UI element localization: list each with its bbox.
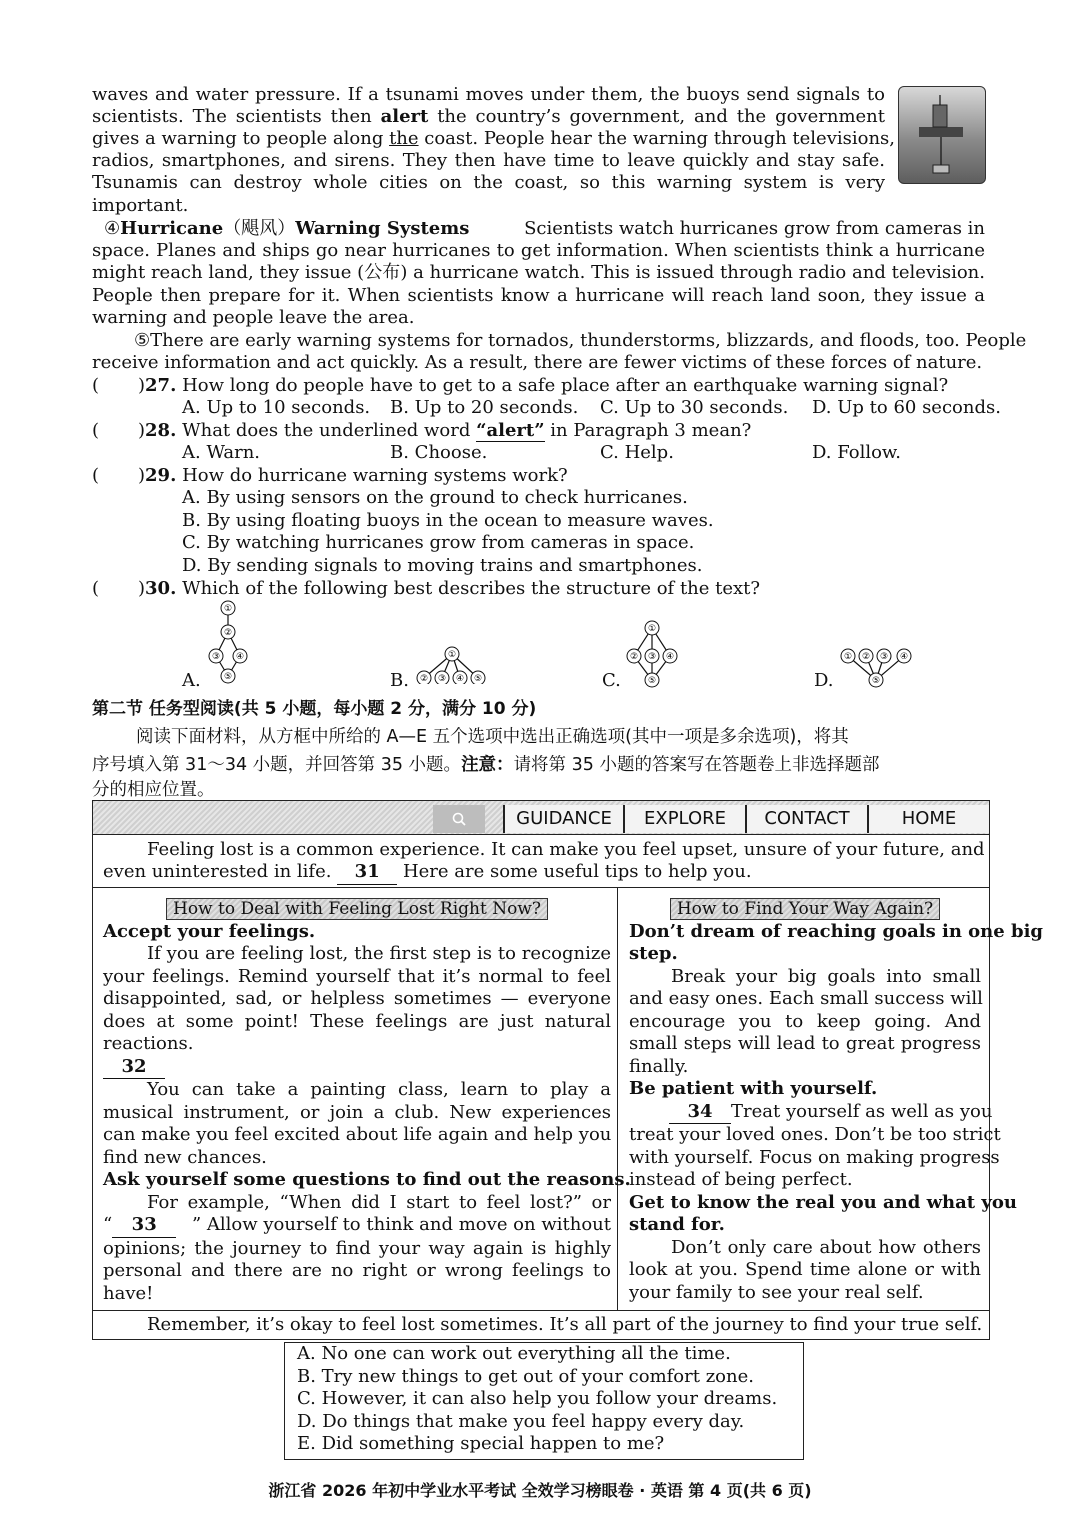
structure-diagram-c bbox=[620, 618, 684, 688]
svg-text:②: ② bbox=[223, 628, 233, 638]
diagram-b-node-2 bbox=[417, 671, 431, 684]
diagram-d-node-3 bbox=[877, 649, 891, 663]
svg-text:③: ③ bbox=[647, 652, 657, 662]
p3-line-4: radios, smartphones, and sirens. They then have time to leave quickly and stay safe. bbox=[92, 150, 885, 171]
right-text-8: with yourself. Focus on making progress bbox=[629, 1146, 1000, 1168]
nav-home[interactable]: HOME bbox=[867, 805, 989, 833]
left-heading-1: Accept your feelings. bbox=[103, 920, 316, 942]
q28-option-b: B. Choose. bbox=[390, 442, 488, 463]
q28-option-a: A. Warn. bbox=[182, 442, 261, 463]
p3-line-3: gives a warning to people along the coast. People hear the warning through televisions, bbox=[92, 128, 896, 149]
section2-title: 第二节 任务型阅读(共 5 小题，每小题 2 分，满分 10 分) bbox=[92, 699, 537, 719]
right-text-12: your family to see your real self. bbox=[629, 1281, 924, 1303]
right-heading-1b: step. bbox=[629, 943, 678, 964]
right-column bbox=[629, 898, 1043, 1304]
blank-32[interactable]: 32 bbox=[103, 1056, 165, 1080]
structure-diagram-d bbox=[836, 644, 920, 690]
left-text-2: your feelings. Remind yourself that it’s normal to feel bbox=[103, 965, 611, 987]
intro-line-2: even uninterested in life. 31 Here are some useful tips to help you. bbox=[103, 861, 752, 885]
svg-text:⑤: ⑤ bbox=[223, 672, 233, 682]
left-text-12: opinions; the journey to find your way again is highly bbox=[103, 1237, 611, 1259]
svg-text:④: ④ bbox=[455, 674, 465, 684]
diagram-c-node-5 bbox=[645, 673, 659, 687]
closing-box bbox=[92, 1310, 990, 1340]
option-d: D. Do things that make you feel happy every day. bbox=[297, 1410, 745, 1432]
right-text-11: look at you. Spend time alone or with bbox=[629, 1259, 981, 1280]
right-heading-1: Don’t dream of reaching goals in one big bbox=[629, 920, 1043, 942]
site-nav-bar bbox=[92, 800, 990, 835]
diagram-b-node-3 bbox=[435, 671, 449, 684]
svg-text:③: ③ bbox=[211, 652, 221, 662]
right-heading-3b: stand for. bbox=[629, 1214, 725, 1235]
svg-text:①: ① bbox=[843, 652, 853, 662]
diagram-a-node-1 bbox=[221, 601, 235, 615]
q30-option-d: D. bbox=[814, 670, 834, 691]
svg-text:④: ④ bbox=[235, 652, 245, 662]
p4-line-3: might reach land, they issue (公布) a hurricane watch. This is issued through radio and television. bbox=[92, 262, 985, 283]
left-text-10: For example, “When did I start to feel lost?” or bbox=[147, 1191, 611, 1213]
intro-box bbox=[92, 834, 990, 888]
right-text-9: instead of being perfect. bbox=[629, 1169, 853, 1190]
nav-explore[interactable]: EXPLORE bbox=[623, 805, 745, 833]
q29-paren-open[interactable]: ( bbox=[92, 465, 100, 486]
p4-line-1: ④Hurricane（飓风）Warning Systems Scientists watch hurricanes grow from cameras in bbox=[104, 218, 985, 239]
nav-guidance[interactable]: GUIDANCE bbox=[503, 805, 623, 833]
option-c: C. However, it can also help you follow your dreams. bbox=[297, 1388, 778, 1409]
svg-text:②: ② bbox=[419, 674, 429, 684]
svg-text:⑤: ⑤ bbox=[871, 676, 881, 686]
blank-34[interactable]: 34 bbox=[669, 1101, 731, 1125]
right-text-10: Don’t only care about how others bbox=[671, 1236, 981, 1258]
q29-option-d: D. By sending signals to moving trains and smartphones. bbox=[182, 555, 703, 576]
q29-option-b: B. By using floating buoys in the ocean to measure waves. bbox=[182, 510, 714, 531]
q29-option-a: A. By using sensors on the ground to check hurricanes. bbox=[182, 487, 688, 508]
q27-option-c: C. Up to 30 seconds. bbox=[600, 397, 789, 418]
svg-text:③: ③ bbox=[879, 652, 889, 662]
diagram-c-node-4 bbox=[663, 649, 677, 663]
q30-option-c: C. bbox=[602, 670, 621, 691]
right-text-4: small steps will lead to great progress bbox=[629, 1033, 981, 1054]
left-text-8: can make you feel excited about life again and help you bbox=[103, 1124, 612, 1145]
right-heading-3: Get to know the real you and what you bbox=[629, 1191, 1017, 1213]
left-text-1: If you are feeling lost, the first step is to recognize bbox=[147, 943, 611, 964]
left-text-6: You can take a painting class, learn to play a bbox=[147, 1079, 611, 1100]
option-a: A. No one can work out everything all the time. bbox=[297, 1343, 731, 1364]
q27-option-a: A. Up to 10 seconds. bbox=[182, 397, 371, 418]
structure-diagram-b bbox=[412, 640, 492, 684]
p3-line-2: scientists. The scientists then alert the country’s government, and the government bbox=[92, 106, 885, 127]
search-icon bbox=[451, 811, 467, 827]
q30-stem: )30. Which of the following best describes the structure of the text? bbox=[138, 578, 761, 599]
diagram-a-node-2 bbox=[221, 625, 235, 639]
svg-text:④: ④ bbox=[899, 652, 909, 662]
q28-paren-open[interactable]: ( bbox=[92, 420, 100, 441]
intro-line-1: Feeling lost is a common experience. It can make you feel upset, unsure of your future, and bbox=[147, 839, 985, 860]
diagram-d-node-4 bbox=[897, 649, 911, 663]
left-text-5: reactions. bbox=[103, 1033, 194, 1054]
left-text-13: personal and there are no right or wrong feelings to bbox=[103, 1260, 611, 1281]
q30-option-b: B. bbox=[390, 670, 409, 691]
left-text-9: find new chances. bbox=[103, 1146, 267, 1168]
right-text-5: finally. bbox=[629, 1055, 689, 1077]
p3-line-6: important. bbox=[92, 195, 189, 216]
p3-line-1: waves and water pressure. If a tsunami moves under them, the buoys send signals to bbox=[92, 84, 885, 105]
diagram-b-node-4 bbox=[453, 671, 467, 684]
p4-line-2: space. Planes and ships go near hurricanes to get information. When scientists think a hurricane bbox=[92, 240, 985, 261]
left-column-header: How to Deal with Feeling Lost Right Now? bbox=[166, 898, 548, 920]
option-b: B. Try new things to get out of your comfort zone. bbox=[297, 1365, 754, 1387]
svg-text:②: ② bbox=[861, 652, 871, 662]
q27-option-b: B. Up to 20 seconds. bbox=[390, 397, 579, 418]
right-text-7: treat your loved ones. Don’t be too strict bbox=[629, 1124, 1001, 1145]
closing-text: Remember, it’s okay to feel lost sometimes. It’s all part of the journey to find your true self. bbox=[147, 1314, 983, 1335]
right-text-3: encourage you to keep going. And bbox=[629, 1010, 981, 1032]
svg-text:⑤: ⑤ bbox=[647, 676, 657, 686]
q30-option-a: A. bbox=[182, 670, 201, 691]
right-heading-2: Be patient with yourself. bbox=[629, 1078, 878, 1099]
q29-option-c: C. By watching hurricanes grow from cameras in space. bbox=[182, 532, 695, 553]
page-footer: 浙江省 2026 年初中学业水平考试 全效学习榜眼卷 · 英语 第 4 页(共 6 页) bbox=[268, 1481, 812, 1500]
left-text-11: “ 33 ” Allow yourself to think and move on without bbox=[103, 1214, 611, 1238]
svg-text:①: ① bbox=[447, 650, 457, 660]
p5-line-2: receive information and act quickly. As a result, there are fewer victims of these forces of nature. bbox=[92, 352, 983, 373]
q27-option-d: D. Up to 60 seconds. bbox=[812, 397, 1001, 418]
diagram-a-node-4 bbox=[233, 649, 247, 663]
p3-line-5: Tsunamis can destroy whole cities on the coast, so this warning system is very bbox=[92, 172, 885, 193]
svg-text:③: ③ bbox=[437, 674, 447, 684]
q28-option-c: C. Help. bbox=[600, 442, 674, 463]
left-text-4: does at some point! These feelings are just natural bbox=[103, 1010, 611, 1032]
diagram-a-node-5 bbox=[221, 669, 235, 683]
right-text-6: 34 Treat yourself as well as you bbox=[629, 1101, 981, 1125]
p4-line-4: People then prepare for it. When scientists know a hurricane will reach land soon, they issue a bbox=[92, 285, 985, 306]
buoy-icon bbox=[899, 87, 985, 183]
q28-stem: )28. What does the underlined word “alert” in Paragraph 3 mean? bbox=[138, 420, 752, 441]
left-text-3: disappointed, sad, or helpless sometimes — everyone bbox=[103, 988, 611, 1009]
p5-line-1: ⑤There are early warning systems for tornados, thunderstorms, blizzards, and floods, too. People bbox=[134, 330, 1027, 351]
left-heading-2: Ask yourself some questions to find out the reasons. bbox=[103, 1169, 631, 1190]
structure-diagram-a bbox=[200, 598, 256, 684]
diagram-b-node-1 bbox=[445, 647, 459, 661]
diagram-d-node-5 bbox=[869, 673, 883, 687]
nav-contact[interactable]: CONTACT bbox=[745, 805, 867, 833]
tips-box bbox=[92, 887, 1043, 1311]
diagram-b-node-5 bbox=[471, 671, 485, 684]
blank-33[interactable]: 33 bbox=[112, 1214, 176, 1238]
diagram-d-node-2 bbox=[859, 649, 873, 663]
options-box bbox=[284, 1342, 804, 1460]
svg-text:④: ④ bbox=[665, 652, 675, 662]
diagram-a-node-3 bbox=[209, 649, 223, 663]
svg-text:②: ② bbox=[629, 652, 639, 662]
q29-stem: )29. How do hurricane warning systems work? bbox=[138, 465, 568, 486]
q28-option-d: D. Follow. bbox=[812, 442, 901, 463]
section2-instruction-2: 序号填入第 31～34 小题，并回答第 35 小题。注意：请将第 35 小题的答案写在答题卷上非选择题部 bbox=[92, 755, 880, 775]
diagram-c-node-3 bbox=[645, 649, 659, 663]
p4-line-5: warning and people leave the area. bbox=[92, 307, 415, 328]
svg-text:⑤: ⑤ bbox=[473, 674, 483, 684]
blank-31[interactable]: 31 bbox=[337, 861, 397, 885]
diagram-c-node-2 bbox=[627, 649, 641, 663]
search-button[interactable] bbox=[433, 805, 485, 833]
alert-word: alert bbox=[380, 106, 429, 127]
q30-paren-open[interactable]: ( bbox=[92, 578, 100, 599]
diagram-c-node-1 bbox=[645, 621, 659, 635]
left-text-7: musical instrument, or join a club. New experiences bbox=[103, 1101, 611, 1123]
buoy-picture bbox=[898, 86, 986, 184]
diagram-d-node-1 bbox=[841, 649, 855, 663]
right-text-1: Break your big goals into small bbox=[671, 965, 981, 987]
q27-paren-open[interactable]: ( bbox=[92, 375, 100, 396]
section2-instruction-1: 阅读下面材料，从方框中所给的 A—E 五个选项中选出正确选项(其中一项是多余选项)，将其 bbox=[136, 727, 849, 747]
left-text-14: have! bbox=[103, 1282, 154, 1304]
option-e: E. Did something special happen to me? bbox=[297, 1433, 665, 1454]
right-text-2: and easy ones. Each small success will bbox=[629, 988, 983, 1009]
q27-stem: )27. How long do people have to get to a safe place after an earthquake warning signal? bbox=[138, 375, 949, 396]
svg-text:①: ① bbox=[223, 604, 233, 614]
section2-instruction-3: 分的相应位置。 bbox=[92, 780, 215, 800]
svg-text:①: ① bbox=[647, 624, 657, 634]
left-column bbox=[103, 898, 631, 1305]
right-column-header: How to Find Your Way Again? bbox=[670, 898, 940, 920]
